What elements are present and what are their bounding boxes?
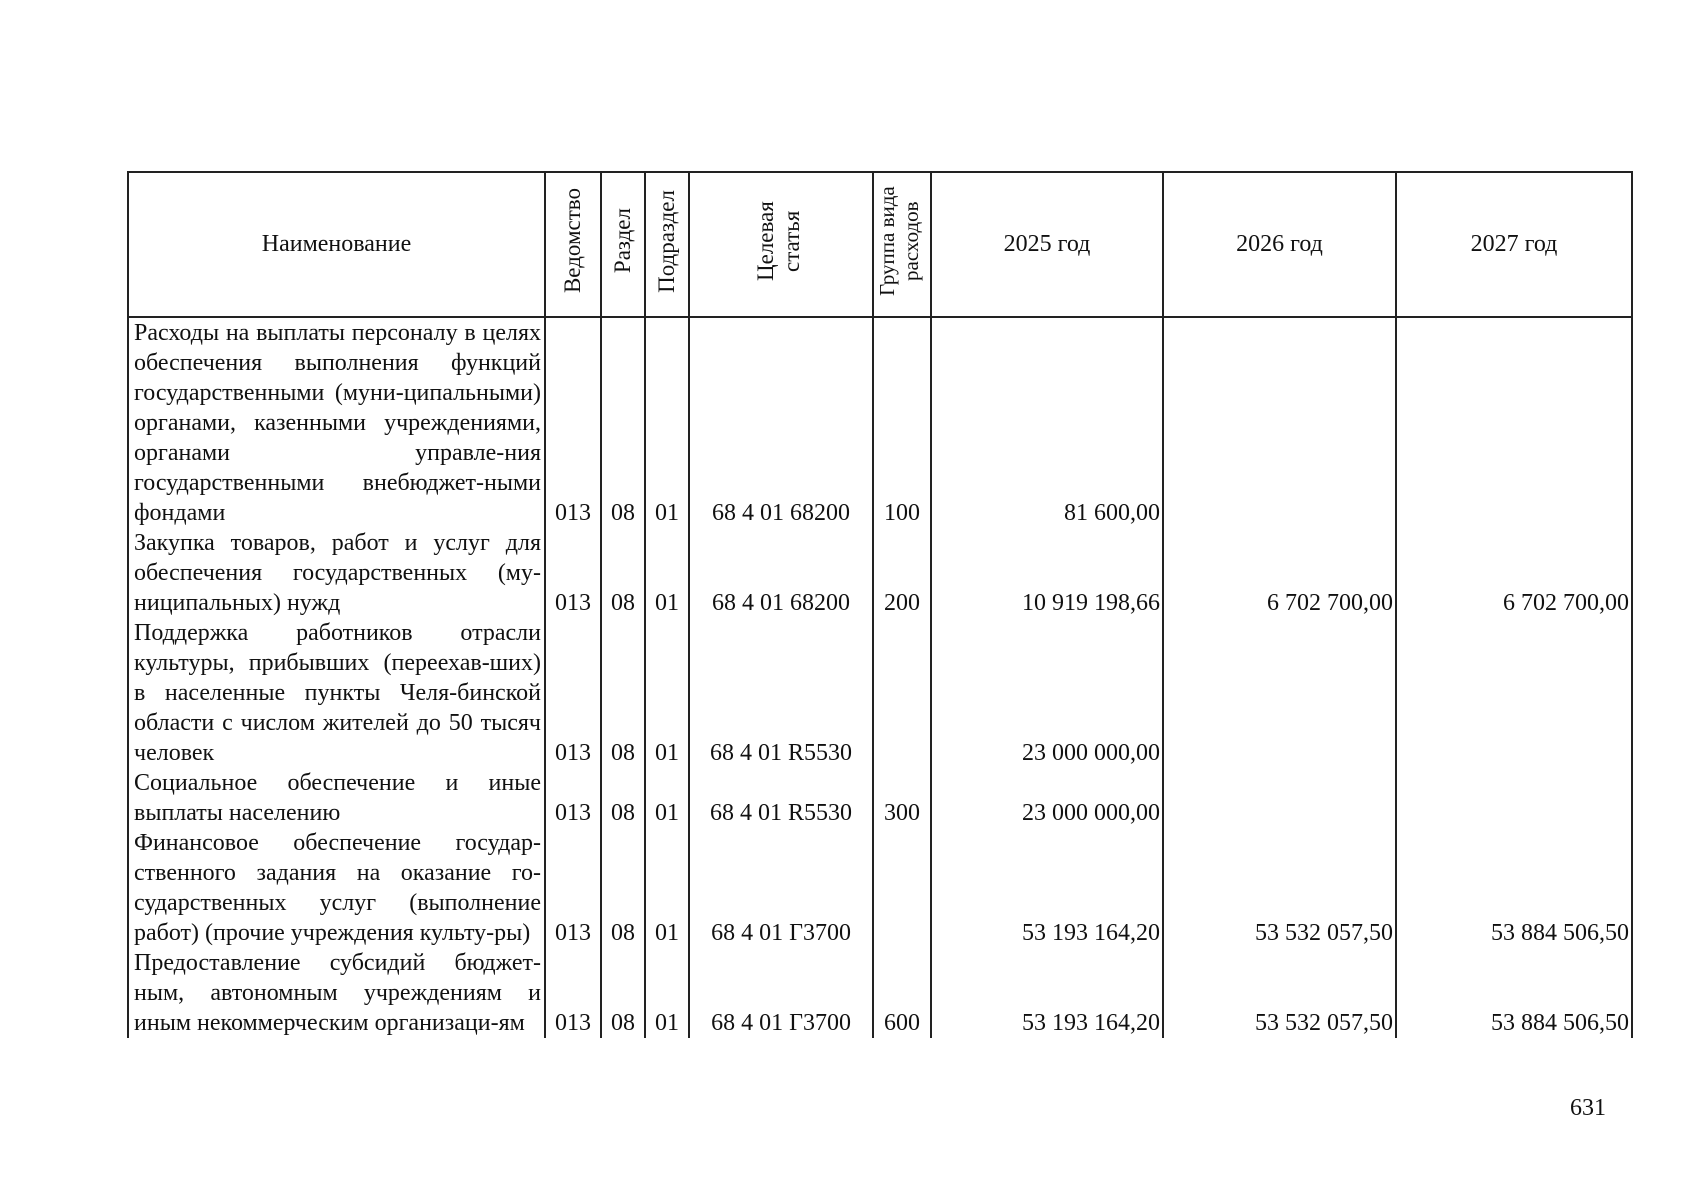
row-subsection: 01	[645, 828, 689, 948]
row-section: 08	[601, 948, 645, 1038]
row-target-article: 68 4 01 68200	[689, 317, 873, 528]
row-2027: 53 884 506,50	[1396, 828, 1632, 948]
row-target-article: 68 4 01 68200	[689, 528, 873, 618]
budget-table	[127, 171, 1633, 1038]
row-name: Финансовое обеспечение государ-ственного задания на оказание го-сударственных услуг (выполнение работ) (прочие учреждения культу-ры)	[128, 828, 545, 948]
page-number: 631	[1570, 1095, 1606, 1121]
table-row	[128, 317, 1632, 528]
header-subsection: Подраздел	[645, 172, 689, 317]
table-row	[128, 828, 1632, 948]
row-target-article: 68 4 01 Г3700	[689, 828, 873, 948]
table-header	[128, 172, 1632, 317]
row-name: Социальное обеспечение и иные выплаты населению	[128, 768, 545, 828]
row-name: Предоставление субсидий бюджет-ным, автономным учреждениям и иным некоммерческим организаци-ям	[128, 948, 545, 1038]
row-expense-group	[873, 618, 931, 768]
row-2026	[1163, 768, 1396, 828]
row-expense-group: 300	[873, 768, 931, 828]
row-2027: 53 884 506,50	[1396, 948, 1632, 1038]
row-target-article: 68 4 01 R5530	[689, 618, 873, 768]
row-2026: 53 532 057,50	[1163, 948, 1396, 1038]
row-2026: 53 532 057,50	[1163, 828, 1396, 948]
header-section: Раздел	[601, 172, 645, 317]
row-department: 013	[545, 768, 601, 828]
row-target-article: 68 4 01 R5530	[689, 768, 873, 828]
row-target-article: 68 4 01 Г3700	[689, 948, 873, 1038]
row-2027	[1396, 317, 1632, 528]
row-section: 08	[601, 317, 645, 528]
row-department: 013	[545, 528, 601, 618]
row-subsection: 01	[645, 317, 689, 528]
row-subsection: 01	[645, 948, 689, 1038]
row-name: Расходы на выплаты персоналу в целях обеспечения выполнения функций государственными (муни-ципальными) органами, казенными учреждениями, органами управле-ния государственными внебюджет-ными фондами	[128, 317, 545, 528]
row-section: 08	[601, 528, 645, 618]
row-2027: 6 702 700,00	[1396, 528, 1632, 618]
row-section: 08	[601, 828, 645, 948]
row-department: 013	[545, 317, 601, 528]
row-2027	[1396, 768, 1632, 828]
header-department: Ведомство	[545, 172, 601, 317]
row-2025: 23 000 000,00	[931, 768, 1163, 828]
row-2026	[1163, 317, 1396, 528]
header-target-article: Целевая статья	[689, 172, 873, 317]
row-expense-group: 200	[873, 528, 931, 618]
row-section: 08	[601, 618, 645, 768]
row-department: 013	[545, 948, 601, 1038]
row-2025: 53 193 164,20	[931, 948, 1163, 1038]
row-section: 08	[601, 768, 645, 828]
header-name: Наименование	[128, 172, 545, 317]
header-2025: 2025 год	[931, 172, 1163, 317]
header-2026: 2026 год	[1163, 172, 1396, 317]
row-name: Поддержка работников отрасли культуры, прибывших (переехав-ших) в населенные пункты Челя-бинской области с числом жителей до 50 тысяч человек	[128, 618, 545, 768]
row-expense-group: 600	[873, 948, 931, 1038]
row-expense-group	[873, 828, 931, 948]
row-2026: 6 702 700,00	[1163, 528, 1396, 618]
row-subsection: 01	[645, 618, 689, 768]
row-department: 013	[545, 828, 601, 948]
row-2027	[1396, 618, 1632, 768]
row-expense-group: 100	[873, 317, 931, 528]
row-2026	[1163, 618, 1396, 768]
row-subsection: 01	[645, 528, 689, 618]
table-body	[128, 317, 1632, 1038]
row-2025: 23 000 000,00	[931, 618, 1163, 768]
row-name: Закупка товаров, работ и услуг для обеспечения государственных (му-ниципальных) нужд	[128, 528, 545, 618]
row-2025: 10 919 198,66	[931, 528, 1163, 618]
row-2025: 53 193 164,20	[931, 828, 1163, 948]
row-subsection: 01	[645, 768, 689, 828]
table-row	[128, 948, 1632, 1038]
table-row	[128, 618, 1632, 768]
table-row	[128, 768, 1632, 828]
table-row	[128, 528, 1632, 618]
row-2025: 81 600,00	[931, 317, 1163, 528]
header-expense-group: Группа вида расходов	[873, 172, 931, 317]
header-2027: 2027 год	[1396, 172, 1632, 317]
row-department: 013	[545, 618, 601, 768]
